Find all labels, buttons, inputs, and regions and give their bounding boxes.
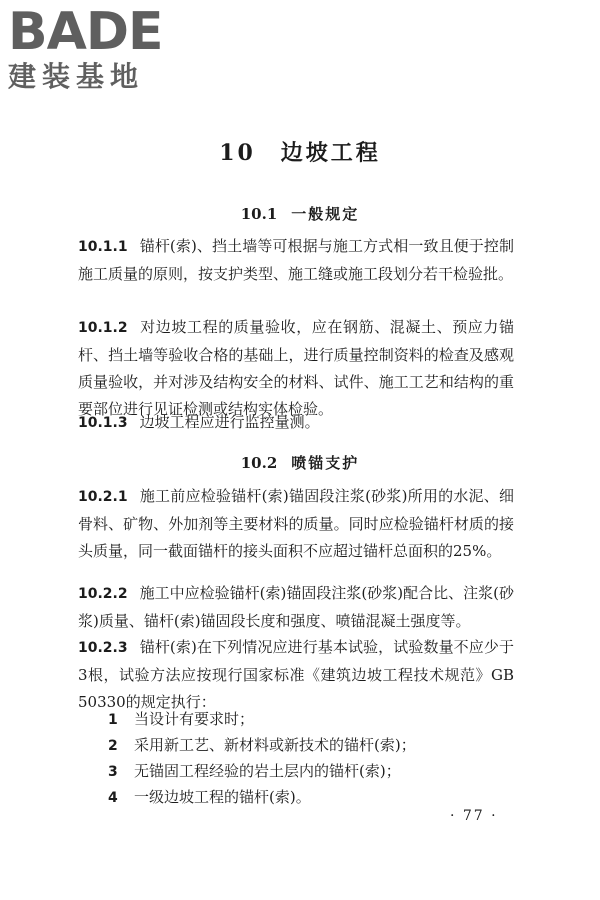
list-item-number: 4 <box>108 790 118 806</box>
clause-text: 施工中应检验锚杆(索)锚固段注浆(砂浆)配合比、注浆(砂浆)质量、锚杆(索)锚固段长度和强度、喷锚混凝土强度等。 <box>78 584 514 630</box>
clause-text: 对边坡工程的质量验收，应在钢筋、混凝土、预应力锚杆、挡土墙等验收合格的基础上，进行质量控制资料的检查及感观质量验收，并对涉及结构安全的材料、试件、施工工艺和结构的重要部位进行见证检测或结构实体检验。 <box>78 318 514 418</box>
list-item-3 <box>108 758 508 786</box>
clause-text: 锚杆(索)、挡土墙等可根据与施工方式相一致且便于控制施工质量的原则，按支护类型、施工缝或施工段划分若干检验批。 <box>78 237 514 283</box>
logo-subtitle: 建装基地 <box>8 60 145 93</box>
list-item-text: 一级边坡工程的锚杆(索)。 <box>134 788 311 806</box>
bade-logo <box>8 2 178 94</box>
section-title-10-2 <box>0 452 600 473</box>
list-item-number: 2 <box>108 738 118 754</box>
clause-number: 10.2.2 <box>78 586 128 602</box>
list-item-number: 3 <box>108 764 118 780</box>
list-item-text: 当设计有要求时； <box>134 710 255 728</box>
list-item-4 <box>108 784 508 812</box>
clause-number: 10.1.2 <box>78 320 128 336</box>
clause-number: 10.2.3 <box>78 640 128 656</box>
clause-number: 10.1.3 <box>78 415 128 431</box>
clause-number: 10.1.1 <box>78 239 128 255</box>
list-item-text: 无锚固工程经验的岩土层内的锚杆(索)； <box>134 762 401 780</box>
section-title-10-1 <box>0 203 600 224</box>
clause-text: 施工前应检验锚杆(索)锚固段注浆(砂浆)所用的水泥、细骨料、矿物、外加剂等主要材料的质量。同时应检验锚杆材质的接头质量，同一截面锚杆的接头面积不应超过锚杆总面积的25%。 <box>78 487 514 560</box>
list-item-1 <box>108 706 508 734</box>
list-item-number: 1 <box>108 712 118 728</box>
clause-10-1-3 <box>78 409 514 437</box>
chapter-title: 10 边坡工程 <box>219 140 381 166</box>
clause-10-2-2 <box>78 580 514 635</box>
clause-10-1-1 <box>78 233 514 288</box>
clause-number: 10.2.1 <box>78 489 128 505</box>
clause-text: 边坡工程应进行监控量测。 <box>139 413 320 431</box>
clause-10-2-3 <box>78 634 514 716</box>
logo-wordmark: BADE <box>8 2 163 62</box>
clause-10-2-1 <box>78 483 514 565</box>
list-item-2 <box>108 732 508 760</box>
section-heading: 喷锚支护 <box>291 454 360 472</box>
section-number: 10.2 <box>240 454 278 472</box>
section-heading: 一般规定 <box>291 205 360 223</box>
list-item-text: 采用新工艺、新材料或新技术的锚杆(索)； <box>134 736 416 754</box>
clause-text: 锚杆(索)在下列情况应进行基本试验，试验数量不应少于3根，试验方法应按现行国家标准《建筑边坡工程技术规范》GB 50330的规定执行： <box>78 638 514 711</box>
clause-10-1-2 <box>78 314 514 423</box>
page-number: · 77 · <box>450 808 498 824</box>
section-number: 10.1 <box>240 205 278 223</box>
